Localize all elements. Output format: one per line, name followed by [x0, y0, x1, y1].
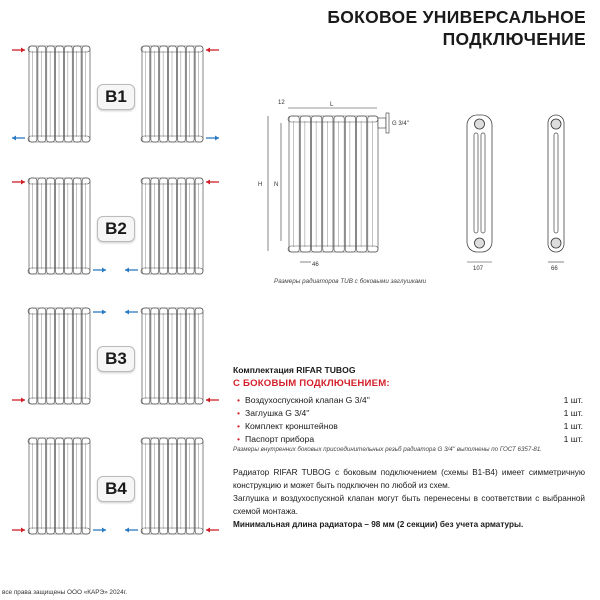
return-arrow	[125, 310, 138, 315]
bullet-icon: •	[237, 394, 241, 405]
dim-axis: N	[274, 182, 279, 188]
return-arrow	[93, 310, 106, 315]
supply-arrow	[206, 398, 219, 403]
kit-item: • Паспорт прибора 1 шт.	[237, 433, 583, 444]
bullet-icon: •	[237, 407, 241, 418]
kit-item: • Заглушка G 3/4'' 1 шт.	[237, 407, 583, 418]
kit-item: • Комплект кронштейнов 1 шт.	[237, 420, 583, 431]
drawing-caption: Размеры радиаторов TUB с боковыми заглушками	[274, 278, 427, 285]
scheme-label: B4	[97, 476, 135, 502]
page-title: БОКОВОЕ УНИВЕРСАЛЬНОЕ ПОДКЛЮЧЕНИЕ	[327, 7, 586, 49]
dim-section: 46	[312, 262, 319, 268]
return-arrow	[125, 528, 138, 533]
scheme-label: B2	[97, 216, 135, 242]
kit-heading: Комплектация RIFAR TUBOG	[233, 365, 356, 375]
kit-item: • Воздухоспускной клапан G 3/4'' 1 шт.	[237, 394, 583, 405]
thread-note: Размеры внутренних боковых присоединительных резьб радиатора G 3/4'' выполнены по ГОСТ 6357-81.	[233, 446, 542, 453]
supply-arrow	[206, 528, 219, 533]
kit-list	[233, 365, 583, 445]
dim-depth-107: 107	[473, 266, 484, 272]
bullet-icon: •	[237, 433, 241, 444]
return-arrow	[93, 528, 106, 533]
radiator-right	[141, 438, 203, 534]
dim-depth-66: 66	[551, 266, 558, 272]
radiator-side-view-3-column	[467, 115, 492, 272]
radiator-side-view-2-column	[548, 115, 564, 272]
radiator-left	[28, 438, 90, 534]
technical-drawing	[0, 0, 600, 290]
bullet-icon: •	[237, 420, 241, 431]
copyright: все права защищены ООО «КАРЭ» 2024г.	[2, 589, 127, 596]
radiator-left	[28, 308, 90, 404]
scheme-label: B1	[97, 84, 135, 110]
radiator-front-view	[288, 116, 378, 252]
description: Радиатор RIFAR TUBOG с боковым подключением (схемы B1-B4) имеет симметричную конструкцию и может быть подключен по любой из схем. Заглушка и воздухоспускной клапан могут быть перенесены в соответствии с выбранной схемой монтажа. Минимальная длина радиатора – 98 мм (2 секции) без учета арматуры.	[233, 468, 585, 529]
kit-subheading: С БОКОВЫМ ПОДКЛЮЧЕНИЕМ:	[233, 378, 390, 389]
supply-arrow	[12, 528, 25, 533]
dim-height: H	[258, 182, 263, 188]
dim-length: L	[330, 102, 334, 108]
supply-arrow	[12, 398, 25, 403]
dim-offset: 12	[278, 100, 285, 106]
radiator-right	[141, 308, 203, 404]
dim-thread: G 3/4''	[392, 121, 409, 127]
scheme-label: B3	[97, 346, 135, 372]
